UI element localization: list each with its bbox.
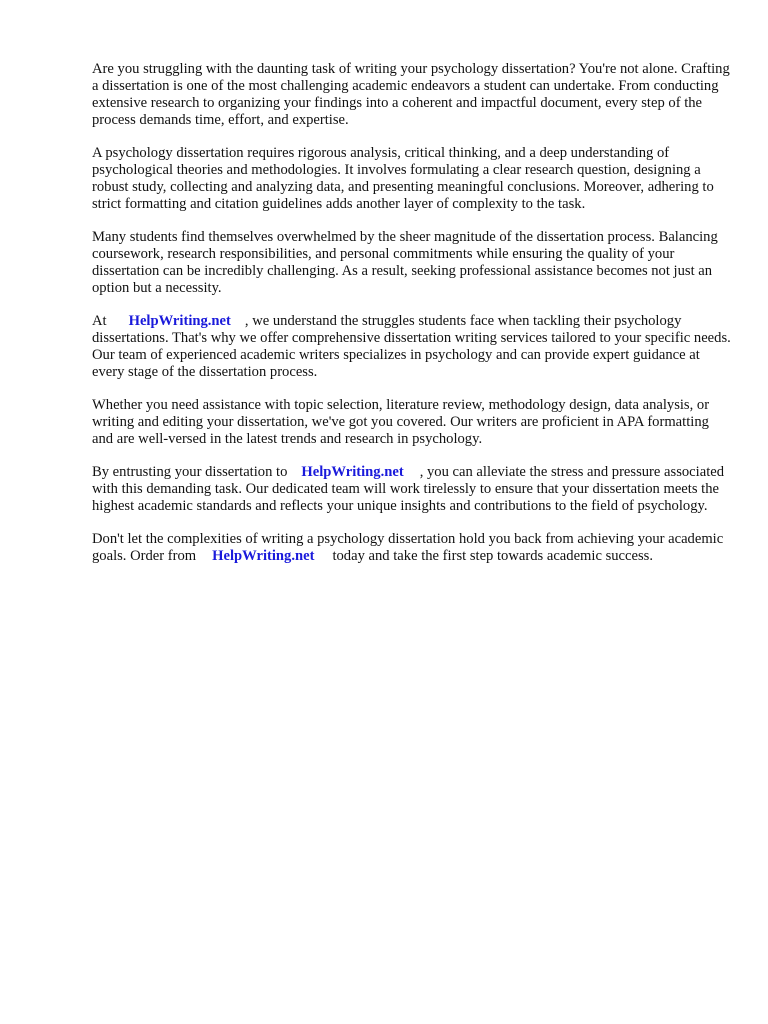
helpwriting-link-1[interactable]: HelpWriting.net (128, 313, 231, 329)
paragraph-services (92, 313, 732, 381)
paragraph-assistance: Whether you need assistance with topic selection, literature review, methodology design, data analysis, or writing and editing your dissertation, we've got you covered. Our writers are proficient in APA formatting and are well-versed in the latest trends and research in psychology. (92, 397, 710, 447)
paragraph-challenges: Many students find themselves overwhelmed by the sheer magnitude of the dissertation process. Balancing coursework, research responsibilities, and personal commitments while ensuring the quality of your dissertation can be incredibly challenging. As a result, seeking professional assistance becomes not just an option but a necessity. (92, 229, 718, 296)
paragraph-closing (92, 531, 732, 565)
paragraph-entrusting-lead: By entrusting your dissertation to (92, 464, 288, 480)
paragraph-intro: Are you struggling with the daunting task of writing your psychology dissertation? You're not alone. Crafting a dissertation is one of the most challenging academic endeavors a student can undertake. From conducting extensive research to organizing your findings into a coherent and impactful document, every step of the process demands time, effort, and expertise. (92, 61, 730, 128)
paragraph-entrusting (92, 464, 732, 515)
paragraph-services-lead: At (92, 313, 107, 329)
paragraph-requirements: A psychology dissertation requires rigorous analysis, critical thinking, and a deep understanding of psychological theories and methodologies. It involves formulating a clear research question, designing a robust study, collecting and analyzing data, and presenting meaningful conclusions. Moreover, adhering to strict formatting and citation guidelines adds another layer of complexity to the task. (92, 145, 714, 212)
helpwriting-link-2[interactable]: HelpWriting.net (301, 464, 404, 480)
paragraph-entrusting-rest: , you can alleviate the stress and pressure associated with this demanding task. Our dedicated team will work tirelessly to ensure that your dissertation meets the highest academic standards and reflects your unique insights and contributions to the field of psychology. (92, 464, 725, 514)
paragraph-closing-rest: today and take the first step towards academic success. (332, 548, 653, 564)
paragraph-services-rest: , we understand the struggles students face when tackling their psychology dissertations. That's why we offer comprehensive dissertation writing services tailored to your specific needs. Our team of experienced academic writers specializes in psychology and can provide expert guidance at every stage of the dissertation process. (92, 313, 731, 380)
helpwriting-link-3[interactable]: HelpWriting.net (212, 548, 315, 564)
document-body (92, 61, 732, 581)
paragraph-closing-lead: Don't let the complexities of writing a psychology dissertation hold you back from achieving your academic goals. Order from (92, 531, 724, 564)
